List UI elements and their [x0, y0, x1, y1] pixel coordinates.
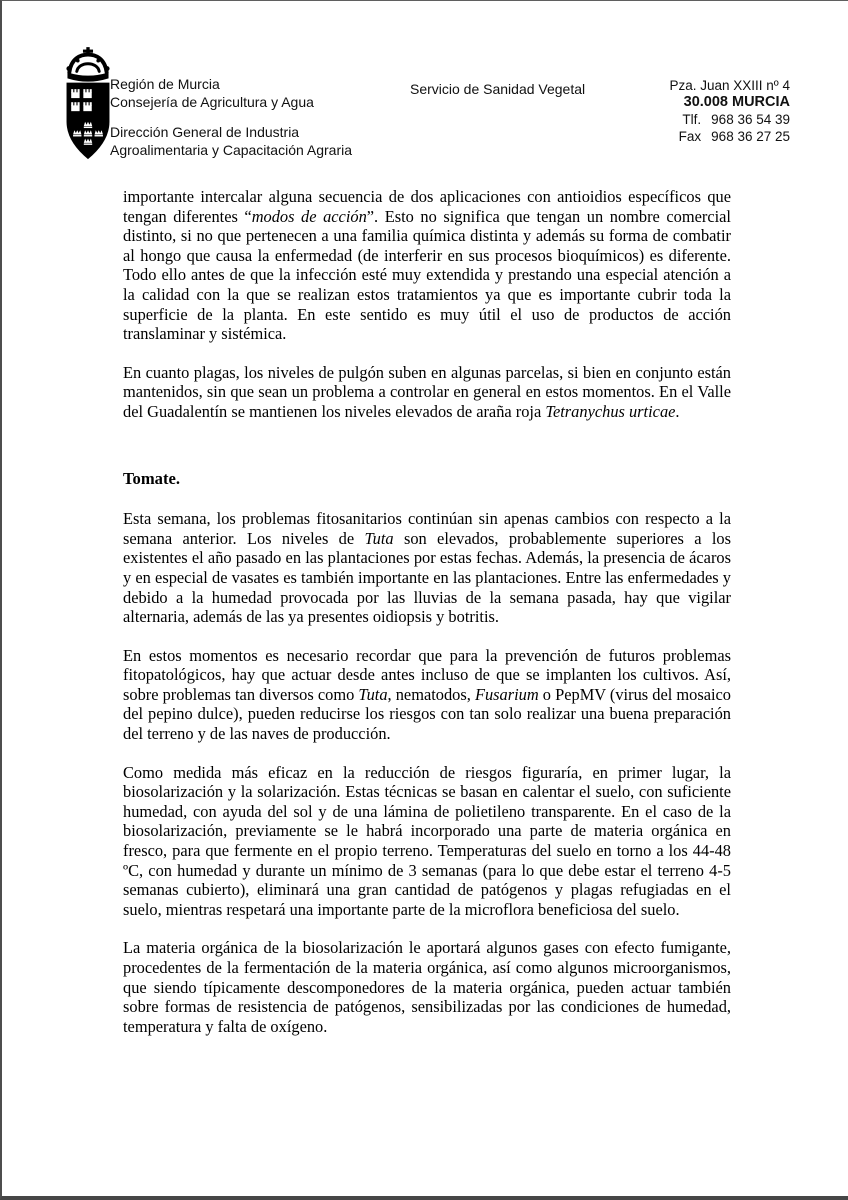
fax-number: 968 36 27 25 [711, 129, 790, 144]
paragraph-6: La materia orgánica de la biosolarización le aportará algunos gases con efecto fumigante, procedentes de la fermentación de la materia orgánica, así como algunos microorganismos, que siendo típicamente descomponedores de la materia orgánica, pueden actuar también sobre formas de resistencia de patógenos, sensibilizadas por las condiciones de humedad, temperatura y falta de oxígeno. [123, 938, 731, 1036]
document-body [123, 187, 731, 1055]
paragraph-4: En estos momentos es necesario recordar que para la prevención de futuros problemas fitopatológicos, hay que actuar desde antes incluso de que se implanten los cultivos. Así, sobre problemas tan diversos como Tuta, nematodos, Fusarium o PepMV (virus del mosaico del pepino dulce), pueden reducirse los riesgos con tan solo realizar una buena preparación del terreno y de las naves de producción. [123, 645, 731, 744]
paragraph-2: En cuanto plagas, los niveles de pulgón suben en algunas parcelas, si bien en conjunto están mantenidos, sin que sean un problema a controlar en general en estos momentos. En el Valle del Guadalentín se mantienen los niveles elevados de araña roja Tetranychus urticae. [123, 362, 731, 421]
directorate-line2: Agroalimentaria y Capacitación Agraria [110, 142, 353, 158]
address-street: Pza. Juan XXIII nº 4 [669, 78, 790, 93]
directorate-block [110, 123, 352, 159]
directorate-line1: Dirección General de Industria [110, 124, 300, 140]
fax-line [670, 128, 791, 145]
fax-label: Fax [678, 129, 702, 144]
organization-name: Región de Murcia [110, 76, 220, 92]
service-name: Servicio de Sanidad Vegetal [410, 81, 586, 97]
paragraph-5: Como medida más eficaz en la reducción de riesgos figuraría, en primer lugar, la biosolarización y la solarización. Estas técnicas se basan en calentar el suelo, con suficiente humedad, con ayuda del sol y de una lámina de polietileno transparente. En el caso de la biosolarización, previamente se le habrá incorporado una parte de materia orgánica en fresco, para que fermente en el propio terreno. Temperaturas del suelo en torno a los 44-48 ºC, con humedad y durante un mínimo de 3 semanas (para lo que debe estar el terreno 4-5 semanas cubierto), eliminará una gran cantidad de patógenos y plagas refugiadas en el suelo, mientras respetará una importante parte de la microflora beneficiosa del suelo. [123, 762, 731, 919]
organization-department: Consejería de Agricultura y Agua [110, 94, 314, 110]
section-heading-tomate: Tomate. [123, 468, 180, 488]
address-city: 30.008 MURCIA [683, 94, 790, 110]
paragraph-3: Esta semana, los problemas fitosanitarios continúan sin apenas cambios con respecto a la semana anterior. Los niveles de Tuta son elevados, probablemente superiores a los existentes el año pasado en las plantaciones por estas fechas. Además, la presencia de ácaros y en especial de vasates es también importante en las plantaciones. Entre las enfermedades y debido a la humedad provocada por las lluvias de la semana pasada, hay que vigilar alternaria, además de las ya presentes oidiopsis y botritis. [123, 509, 731, 627]
phone-number: 968 36 54 39 [711, 112, 790, 127]
organization-block [110, 75, 314, 111]
region-de-murcia-crest-icon [60, 47, 116, 163]
paragraph-1: importante intercalar alguna secuencia de dos aplicaciones con antioidios específicos que tengan diferentes “modos de acción”. Esto no significa que tengan un nombre comercial distinto, si no que pertenecen a una familia química distinta y además su forma de combatir al hongo que causa la enfermedad (de interferir en sus procesos bioquímicos) es diferente. Todo ello antes de que la infección esté muy extendida y prestando una especial atención a la calidad con la que se realizan estos tratamientos ya que es importante cubrir toda la superficie de la planta. En este sentido es muy útil el uso de productos de acción translaminar y sistémica. [123, 187, 731, 344]
phone-label: Tlf. [682, 112, 702, 127]
address-block [670, 77, 791, 145]
phone-line [670, 111, 791, 128]
